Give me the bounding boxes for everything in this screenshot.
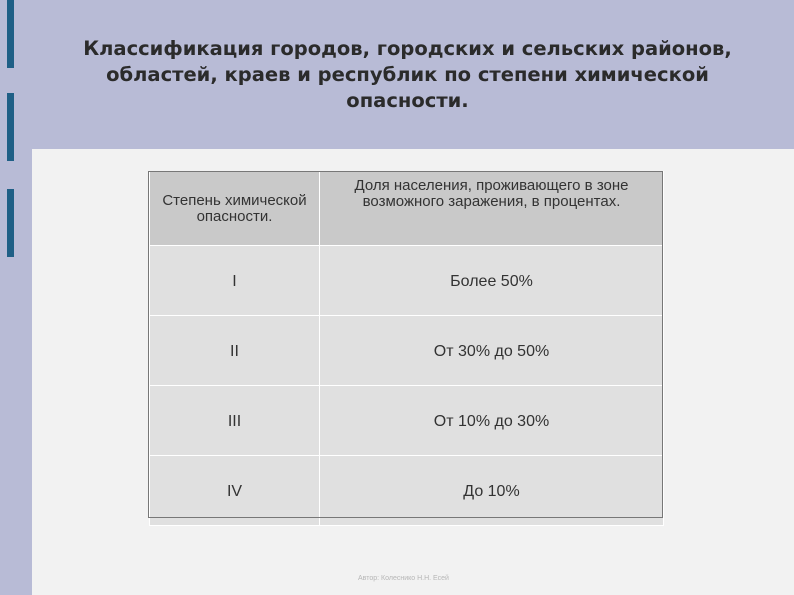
cell-degree: III: [150, 386, 320, 456]
table-row: [150, 246, 664, 316]
cell-share: От 30% до 50%: [320, 316, 664, 386]
table-header-row: [150, 172, 664, 246]
cell-share: От 10% до 30%: [320, 386, 664, 456]
cell-degree: I: [150, 246, 320, 316]
header-hazard-degree: Степень химической опасности.: [150, 172, 320, 246]
accent-bar-top: [7, 0, 14, 68]
header-population-share: Доля населения, проживающего в зоне возможного заражения, в процентах.: [320, 172, 664, 246]
slide-title-line-3: опасности.: [346, 89, 469, 112]
footer-caption: Автор: Колеснико Н.Н. Есей: [358, 575, 449, 582]
cell-share: До 10%: [320, 456, 664, 526]
cell-degree: II: [150, 316, 320, 386]
slide-title: [35, 36, 780, 114]
hazard-classification-table: [149, 171, 664, 526]
accent-bar-bottom: [7, 189, 14, 257]
table-row: [150, 456, 664, 526]
slide-title-line-2: областей, краев и республик по степени химической: [106, 63, 709, 86]
table-row: [150, 316, 664, 386]
table-row: [150, 386, 664, 456]
slide-title-line-1: Классификация городов, городских и сельских районов,: [83, 37, 732, 60]
cell-share: Более 50%: [320, 246, 664, 316]
cell-degree: IV: [150, 456, 320, 526]
accent-bar-middle: [7, 93, 14, 161]
